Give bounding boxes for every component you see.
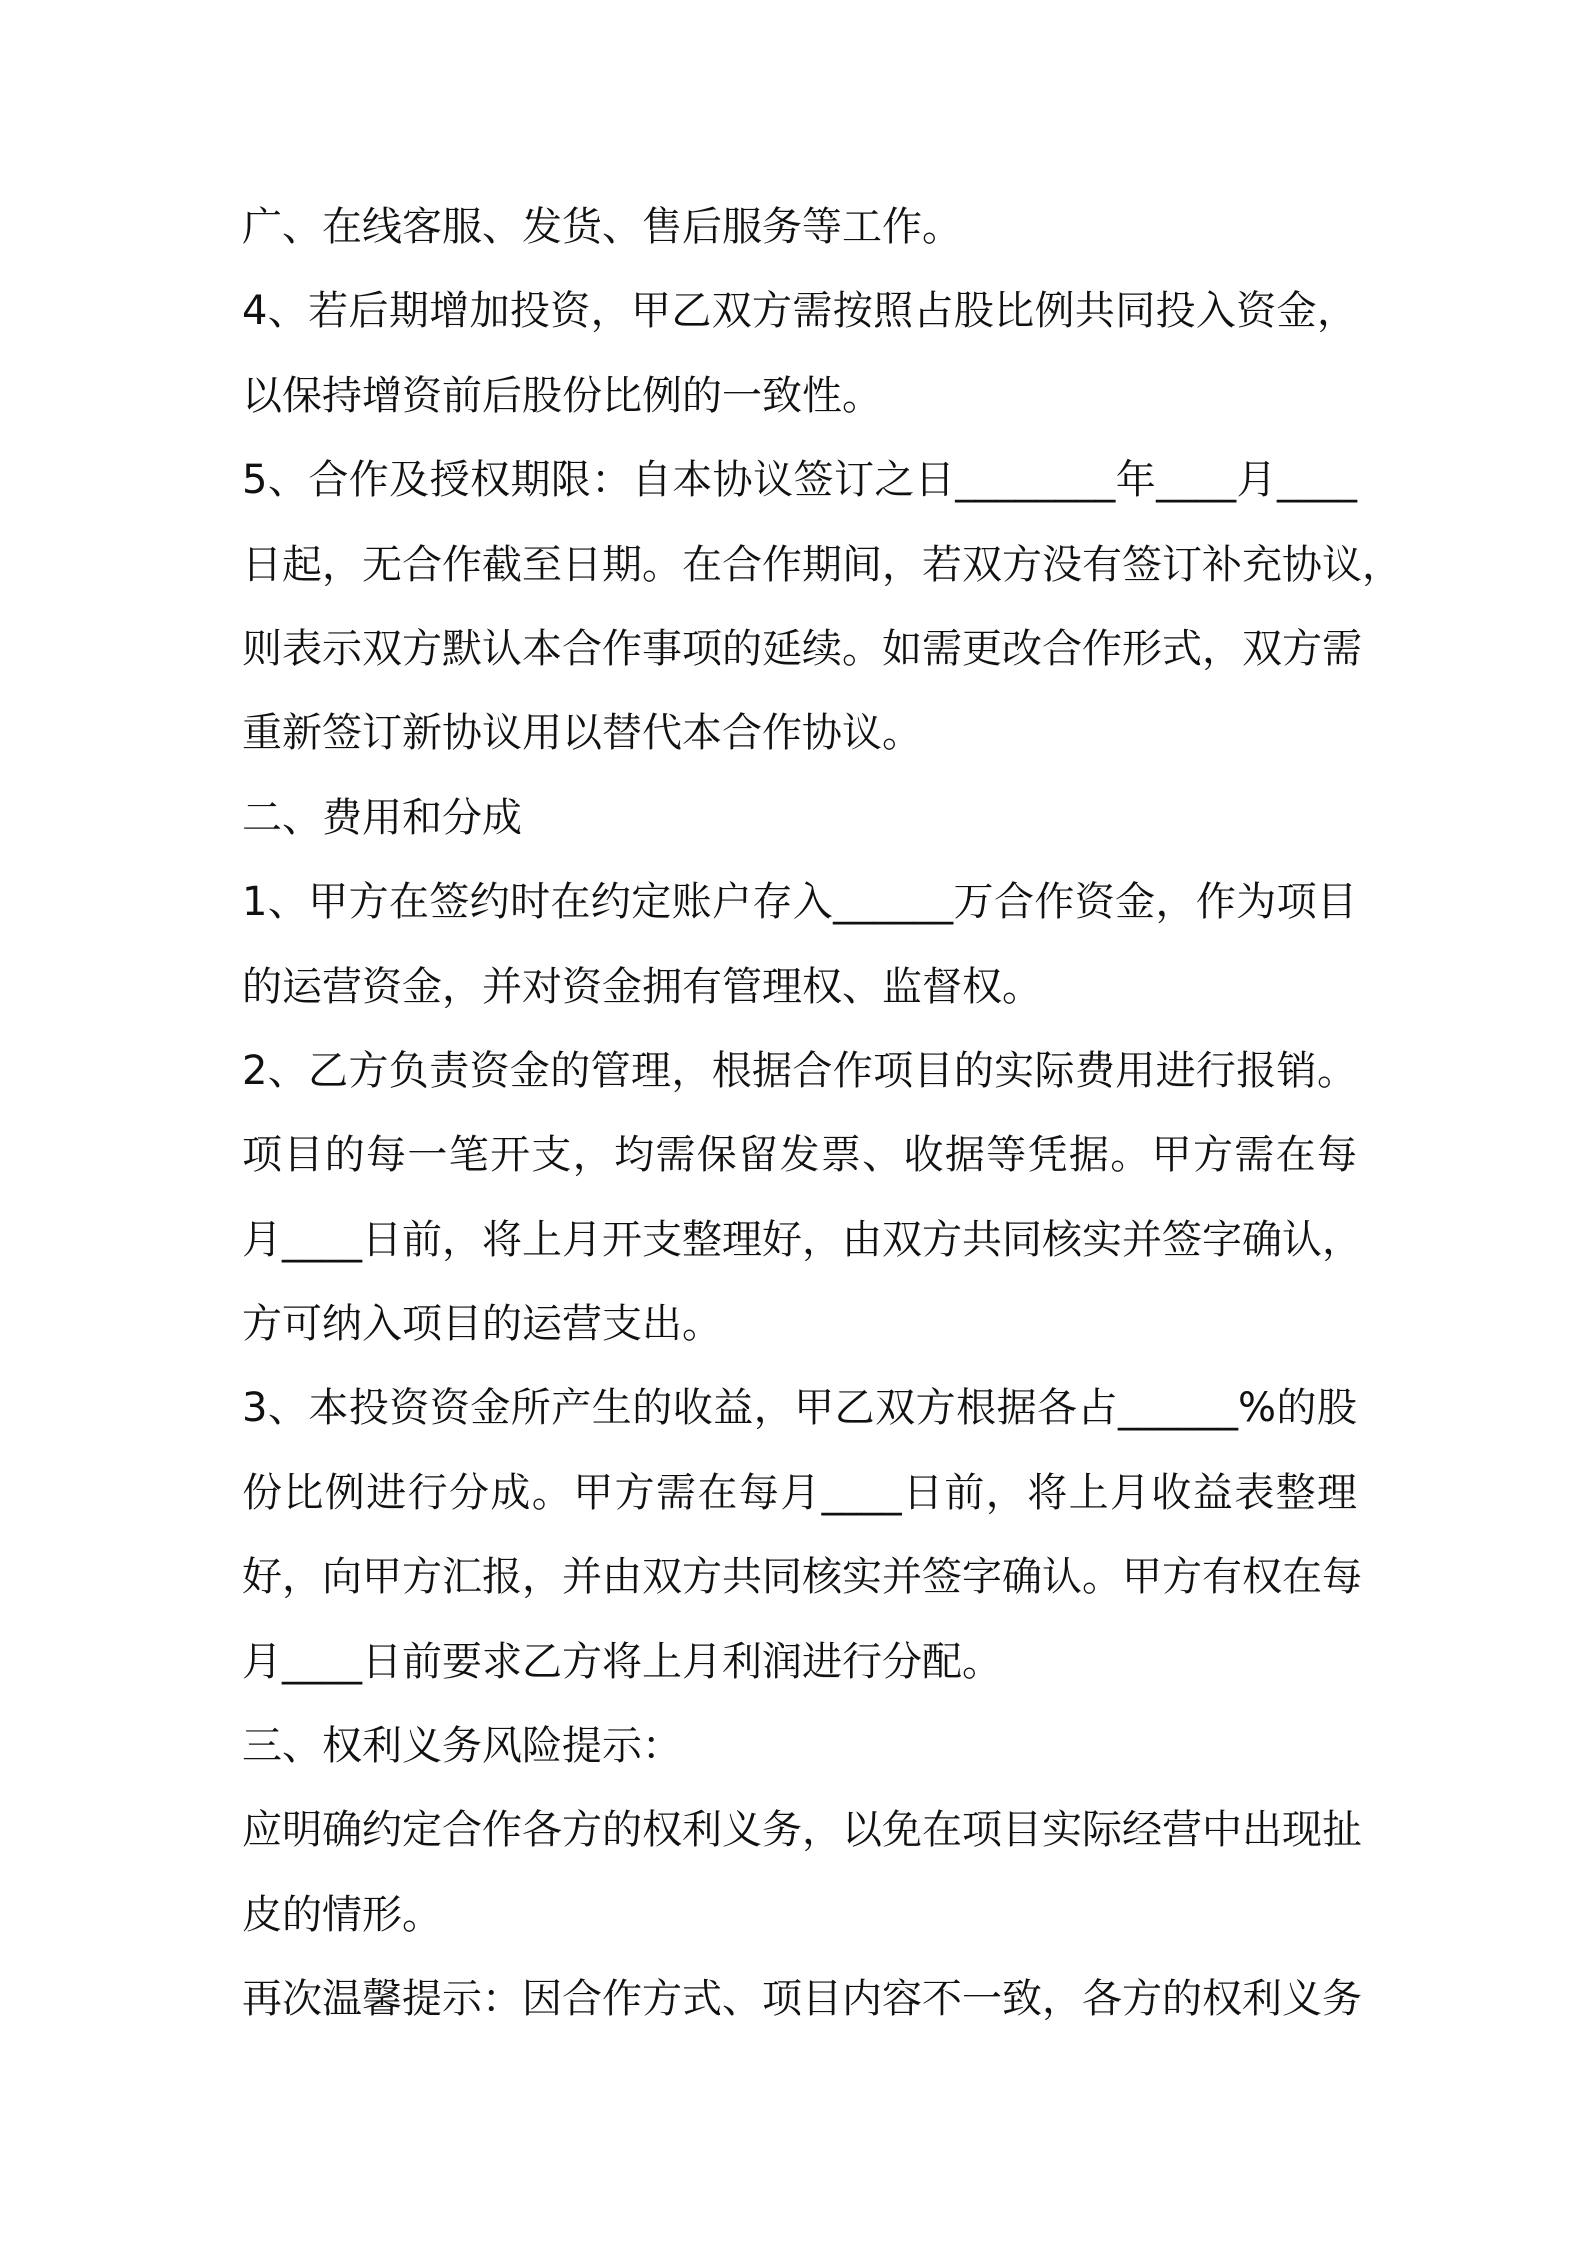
text-line-18: 月____日前要求乙方将上月利润进行分配。 [242,1638,1002,1685]
text-line-2: 4、若后期增加投资，甲乙双方需按照占股比例共同投入资金， [242,288,1357,335]
text-line-1: 广、在线客服、发货、售后服务等工作。 [242,204,962,250]
text-line-11: 2、乙方负责资金的管理，根据合作项目的实际费用进行报销。 [242,1047,1357,1094]
section-heading-rights: 三、权利义务风险提示： [242,1723,682,1770]
text-line-6: 则表示双方默认本合作事项的延续。如需更改合作形式，双方需 [242,625,1362,672]
text-line-4: 5、合作及授权期限：自本协议签订之日________年____月____ [242,457,1357,504]
document-body [242,185,1402,2042]
text-line-5: 日起，无合作截至日期。在合作期间，若双方没有签订补充协议， [242,541,1402,588]
text-line-13: 月____日前，将上月开支整理好，由双方共同核实并签字确认， [242,1216,1362,1263]
text-line-10: 的运营资金，并对资金拥有管理权、监督权。 [242,963,1042,1010]
text-line-9: 1、甲方在签约时在约定账户存入______万合作资金，作为项目 [242,879,1357,926]
text-line-14: 方可纳入项目的运营支出。 [242,1301,722,1348]
text-line-12: 项目的每一笔开支，均需保留发票、收据等凭据。甲方需在每 [242,1132,1357,1179]
text-line-7: 重新签订新协议用以替代本合作协议。 [242,710,922,757]
text-line-17: 好，向甲方汇报，并由双方共同核实并签字确认。甲方有权在每 [242,1554,1362,1601]
text-line-22: 再次温馨提示：因合作方式、项目内容不一致，各方的权利义务 [242,1976,1362,2023]
text-line-16: 份比例进行分成。甲方需在每月____日前，将上月收益表整理 [242,1469,1357,1516]
text-line-3: 以保持增资前后股份比例的一致性。 [242,372,882,419]
section-heading-fees: 二、费用和分成 [242,794,522,841]
text-line-21: 皮的情形。 [242,1891,442,1938]
text-line-15: 3、本投资资金所产生的收益，甲乙双方根据各占______%的股 [242,1385,1357,1432]
text-line-20: 应明确约定合作各方的权利义务，以免在项目实际经营中出现扯 [242,1807,1362,1854]
